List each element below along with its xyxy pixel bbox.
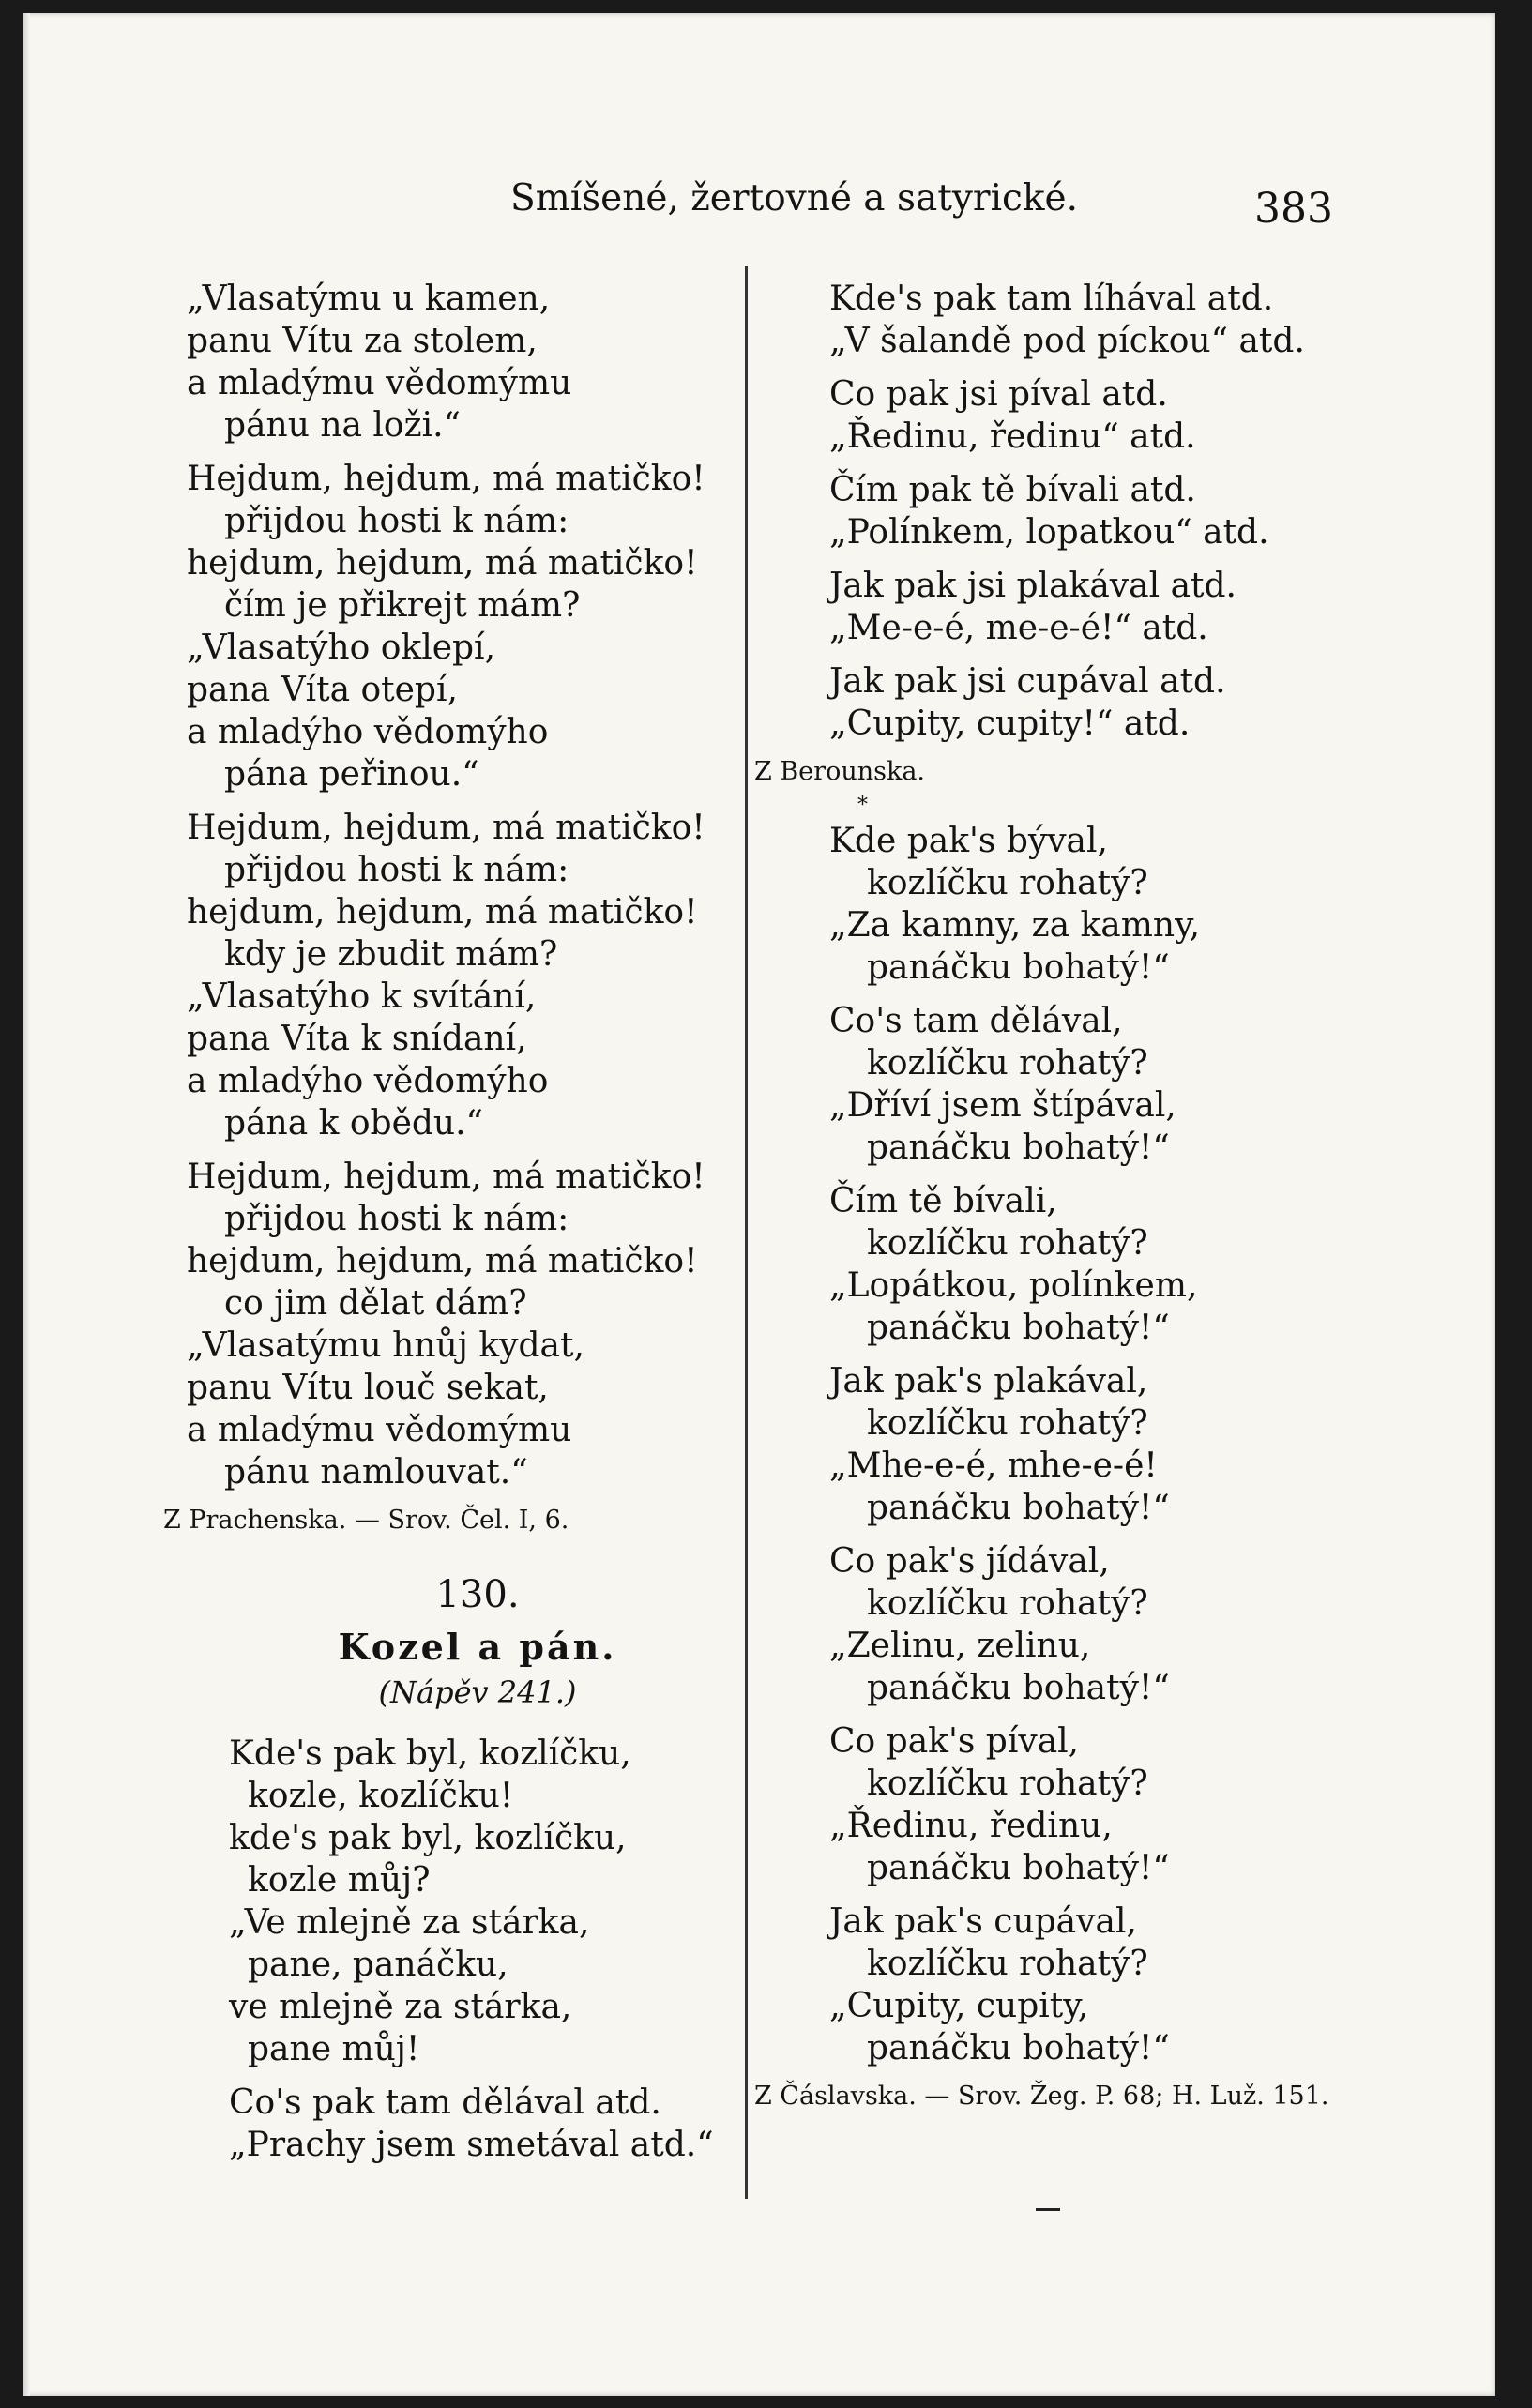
verse-line: „Cupity, cupity!“ atd.	[829, 704, 1191, 743]
verse-line: kozlíčku rohatý?	[867, 864, 1148, 902]
verse-stanza	[229, 2082, 768, 2166]
song-title: Kozel a pán.	[338, 1626, 617, 1668]
verse-stanza	[187, 278, 768, 447]
verse-line: „V šalandě pod píckou“ atd.	[829, 322, 1305, 360]
tune-reference: (Nápěv 241.)	[378, 1674, 577, 1710]
left-column	[163, 278, 768, 2177]
verse-line: přijdou hosti k nám:	[224, 502, 569, 540]
verse-line: Hejdum, hejdum, má matičko!	[187, 809, 705, 847]
verse-line: hejdum, hejdum, má matičko!	[187, 1242, 698, 1280]
verse-stanza	[829, 1180, 1355, 1349]
verse-line: Co's tam dělával,	[829, 1002, 1123, 1040]
verse-line: „Ředinu, ředinu“ atd.	[829, 417, 1196, 456]
verse-stanza	[187, 458, 768, 795]
verse-stanza	[829, 278, 1355, 362]
source-note: Z Čáslavska. — Srov. Žeg. P. 68; H. Luž. 151.	[754, 2082, 1329, 2111]
verse-stanza	[829, 1720, 1355, 1889]
verse-stanza	[829, 660, 1355, 745]
verse-stanza	[187, 807, 768, 1144]
verse-line: „Zelinu, zelinu,	[829, 1627, 1091, 1665]
verse-line: a mladýho vědomýho	[187, 713, 549, 751]
song-number: 130.	[435, 1573, 520, 1616]
verse-line: Co's pak tam dělával atd.	[229, 2083, 661, 2122]
song-heading	[215, 1574, 740, 1714]
verse-line: hejdum, hejdum, má matičko!	[187, 544, 698, 583]
verse-line: Co pak jsi píval atd.	[829, 375, 1168, 414]
verse-stanza	[829, 820, 1355, 989]
verse-line: „Lopátkou, polínkem,	[829, 1266, 1198, 1305]
verse-line: „Mhe-e-é, mhe-e-é!	[829, 1446, 1158, 1485]
running-title: Smíšené, žertovné a satyrické.	[510, 177, 1078, 220]
verse-line: „Za kamny, za kamny,	[829, 906, 1201, 945]
verse-line: a mladýmu vědomýmu	[187, 364, 572, 402]
song-body	[187, 1733, 768, 2166]
verse-line: pana Víta otepí,	[187, 671, 458, 709]
verse-line: pána peřinou.“	[224, 755, 479, 794]
verse-line: Kde pak's býval,	[829, 822, 1108, 860]
verse-line: Kde's pak byl, kozlíčku,	[229, 1734, 631, 1773]
source-note: Z Prachenska. — Srov. Čel. I, 6.	[163, 1506, 569, 1535]
footer-dash	[1036, 2208, 1060, 2211]
verse-stanza	[829, 373, 1355, 458]
verse-line: pána k obědu.“	[224, 1104, 483, 1143]
verse-line: panáčku bohatý!“	[867, 2029, 1170, 2067]
verse-line: panáčku bohatý!“	[867, 1849, 1170, 1887]
verse-line: pane můj!	[248, 2030, 420, 2068]
verse-line: Jak pak's cupával,	[829, 1902, 1137, 1941]
source-note: Z Berounska.	[754, 757, 925, 786]
verse-stanza	[229, 1733, 768, 2070]
verse-line: pánu namlouvat.“	[224, 1453, 528, 1492]
verse-line: „Polínkem, lopatkou“ atd.	[829, 513, 1269, 552]
verse-line: panáčku bohatý!“	[867, 1128, 1170, 1167]
verse-line: Kde's pak tam líhával atd.	[829, 280, 1274, 318]
verse-stanza	[829, 565, 1355, 649]
verse-line: pana Víta k snídaní,	[187, 1020, 527, 1058]
verse-line: přijdou hosti k nám:	[224, 851, 569, 889]
verse-line: panáčku bohatý!“	[867, 948, 1170, 987]
verse-line: hejdum, hejdum, má matičko!	[187, 893, 698, 931]
verse-line: panu Vítu za stolem,	[187, 322, 538, 360]
verse-line: kozlíčku rohatý?	[867, 1764, 1148, 1803]
verse-line: „Me-e-é, me-e-é!“ atd.	[829, 609, 1208, 647]
verse-line: „Cupity, cupity,	[829, 1987, 1089, 2025]
verse-line: panáčku bohatý!“	[867, 1489, 1170, 1527]
verse-line: kozle můj?	[248, 1861, 431, 1900]
verse-line: Čím pak tě bívali atd.	[829, 471, 1196, 509]
verse-line: Co pak's jídával,	[829, 1542, 1110, 1581]
verse-line: a mladýmu vědomýmu	[187, 1411, 572, 1449]
verse-stanza	[829, 1901, 1355, 2069]
page-number: 383	[1254, 185, 1333, 233]
right-column	[754, 278, 1355, 2116]
verse-line: „Dříví jsem štípával,	[829, 1086, 1176, 1125]
verse-line: kozlíčku rohatý?	[867, 1404, 1148, 1443]
verse-line: kozlíčku rohatý?	[867, 1945, 1148, 1983]
verse-line: kde's pak byl, kozlíčku,	[229, 1819, 627, 1857]
book-page	[23, 13, 1495, 2396]
verse-stanza	[829, 1540, 1355, 1709]
verse-line: přijdou hosti k nám:	[224, 1200, 569, 1238]
verse-line: panáčku bohatý!“	[867, 1309, 1170, 1347]
verse-line: Čím tě bívali,	[829, 1182, 1057, 1220]
section-asterisk: *	[857, 794, 868, 817]
verse-line: pane, panáčku,	[248, 1946, 508, 1984]
verse-line: co jim dělat dám?	[224, 1284, 527, 1323]
verse-line: „Prachy jsem smetával atd.“	[229, 2126, 714, 2164]
verse-line: a mladýho vědomýho	[187, 1062, 549, 1100]
verse-line: „Vlasatýmu u kamen,	[187, 280, 551, 318]
verse-line: Co pak's píval,	[829, 1722, 1080, 1761]
verse-line: Jak pak's plakával,	[829, 1362, 1148, 1401]
verse-line: panu Vítu louč sekat,	[187, 1369, 549, 1407]
verse-line: kozlíčku rohatý?	[867, 1224, 1148, 1263]
verse-line: kozle, kozlíčku!	[248, 1777, 514, 1815]
verse-stanza	[829, 469, 1355, 553]
verse-stanza	[187, 1156, 768, 1493]
verse-line: „Ředinu, ředinu,	[829, 1807, 1113, 1845]
verse-line: kdy je zbudit mám?	[224, 935, 558, 974]
verse-line: Hejdum, hejdum, má matičko!	[187, 1158, 705, 1196]
verse-line: kozlíčku rohatý?	[867, 1044, 1148, 1083]
verse-line: panáčku bohatý!“	[867, 1669, 1170, 1707]
verse-line: pánu na loži.“	[224, 406, 461, 445]
verse-stanza	[829, 1360, 1355, 1529]
verse-line: čím je přikrejt mám?	[224, 586, 581, 625]
verse-line: „Vlasatýho k svítání,	[187, 977, 537, 1016]
verse-line: ve mlejně za stárka,	[229, 1988, 572, 2026]
verse-line: „Vlasatýho oklepí,	[187, 629, 496, 667]
verse-line: Hejdum, hejdum, má matičko!	[187, 460, 705, 498]
verse-line: Jak pak jsi cupával atd.	[829, 662, 1226, 701]
verse-stanza	[829, 1000, 1355, 1169]
page-binding-shadow	[23, 13, 30, 2396]
verse-line: Jak pak jsi plakával atd.	[829, 567, 1236, 605]
verse-line: kozlíčku rohatý?	[867, 1584, 1148, 1623]
verse-line: „Vlasatýmu hnůj kydat,	[187, 1326, 584, 1365]
verse-line: „Ve mlejně za stárka,	[229, 1903, 590, 1942]
